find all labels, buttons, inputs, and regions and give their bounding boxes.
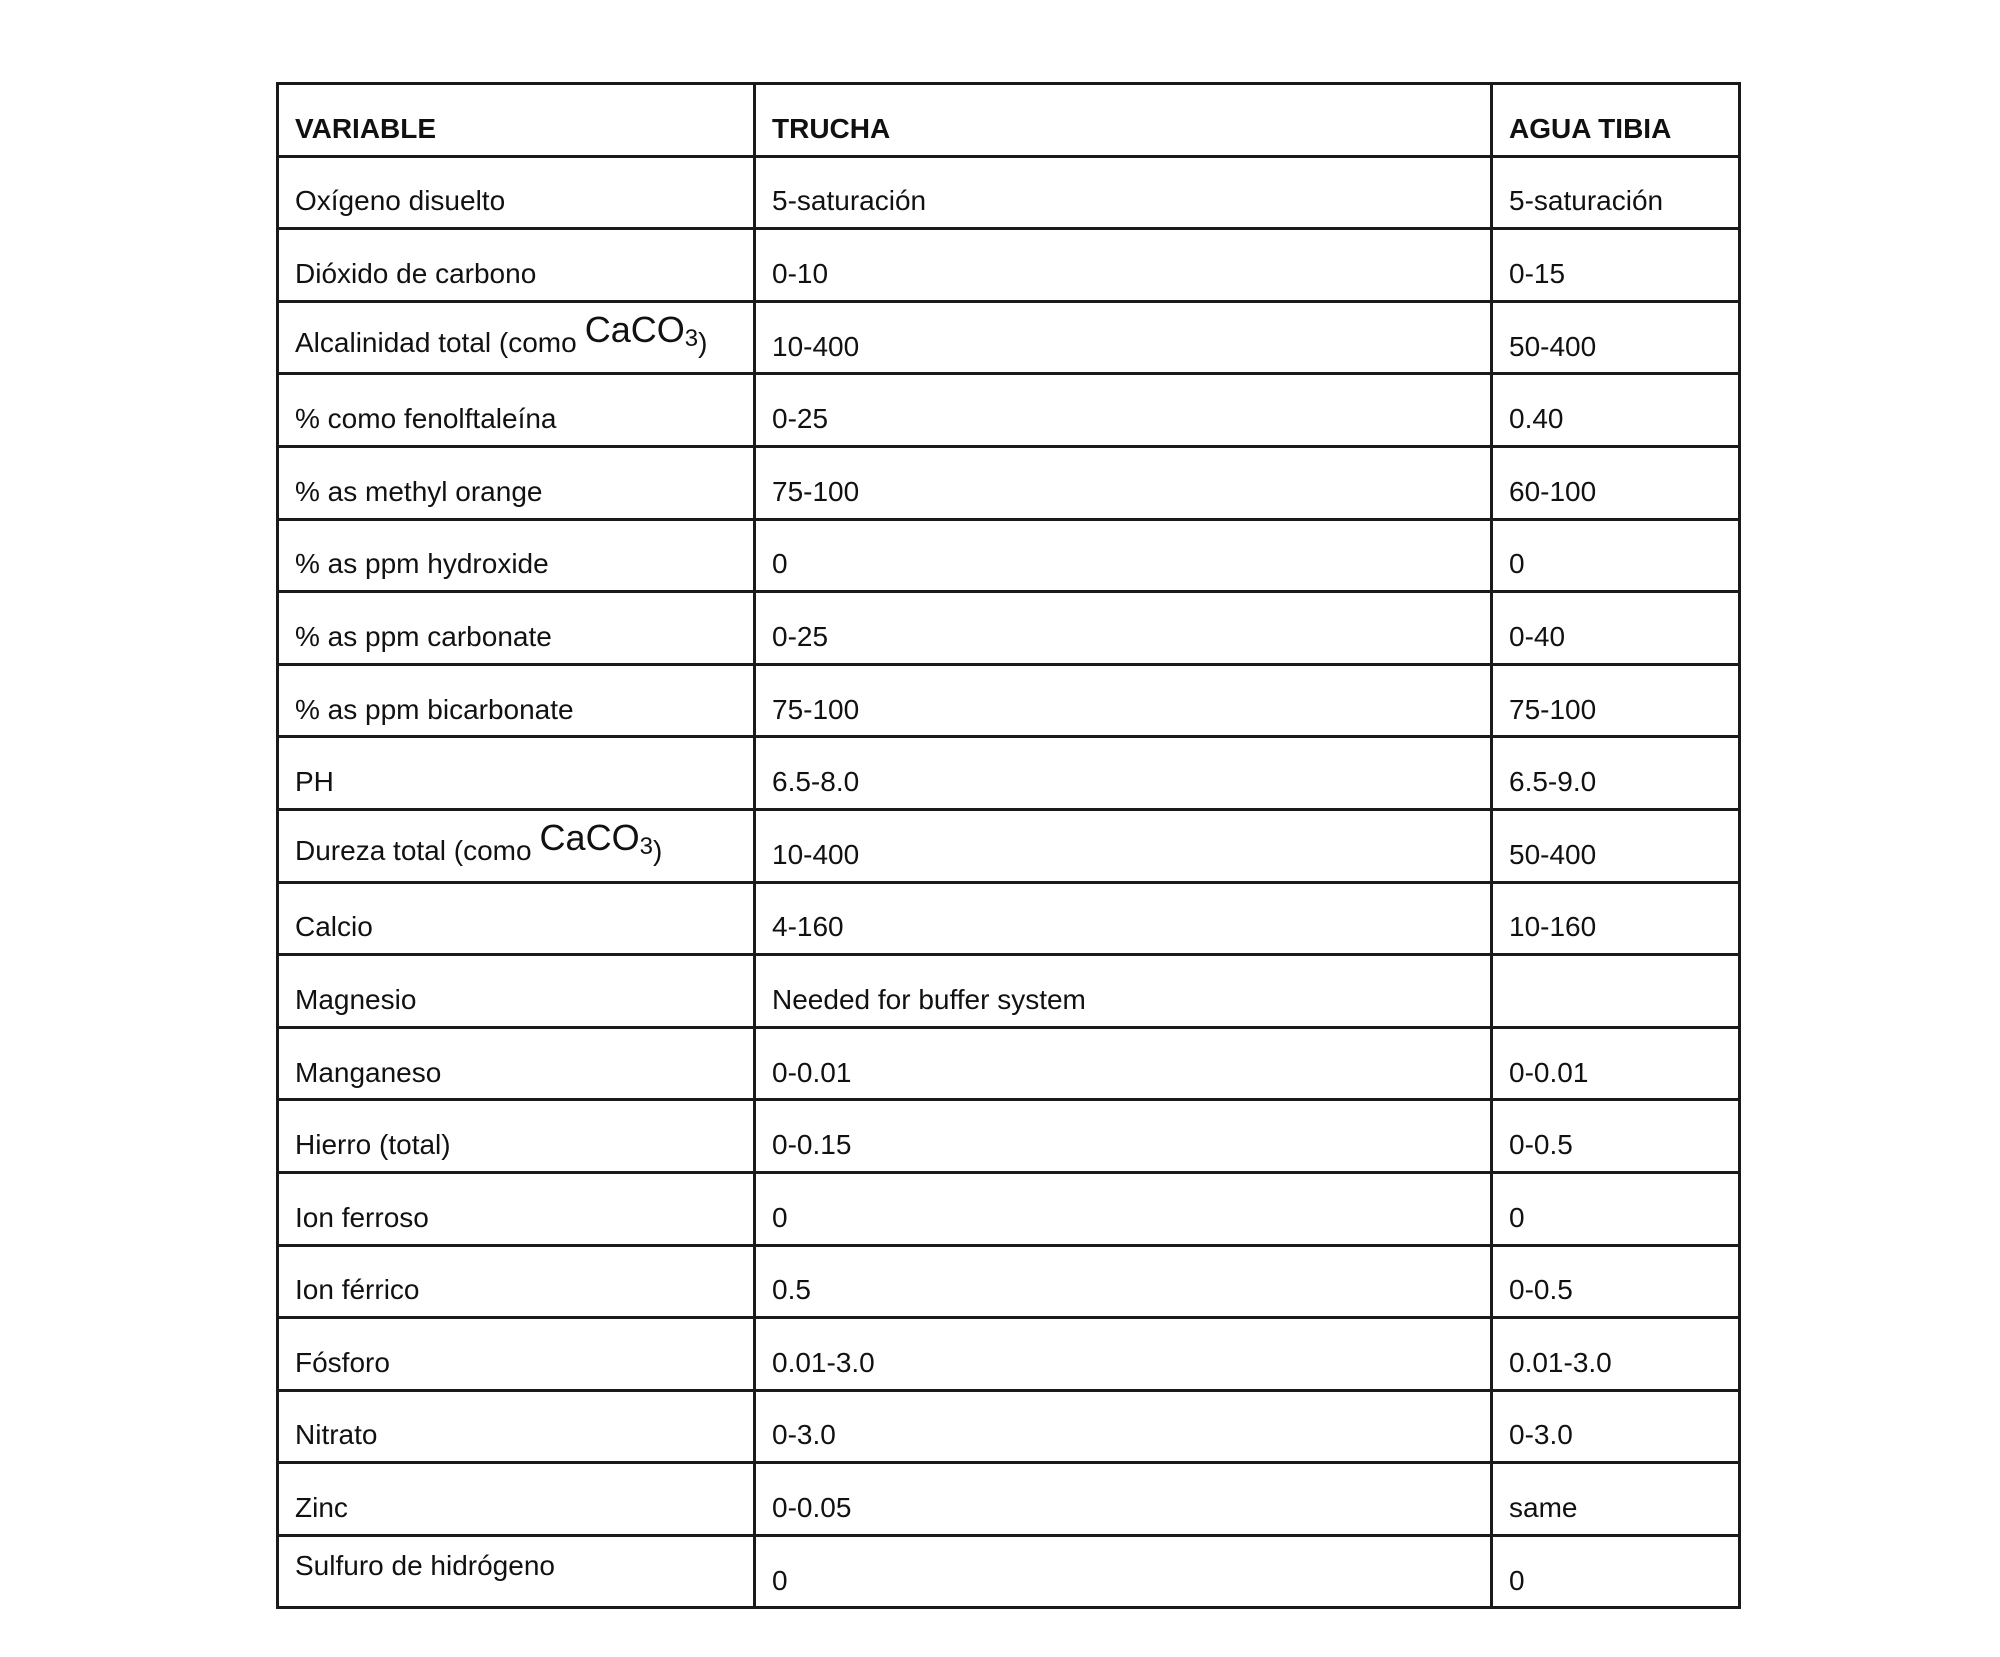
trucha-cell: Needed for buffer system	[755, 955, 1492, 1028]
trucha-cell: 0	[755, 1172, 1492, 1245]
trucha-cell: 0.5	[755, 1245, 1492, 1318]
formula-subscript: 3	[684, 324, 699, 352]
table-body	[278, 156, 1740, 1608]
table-row	[278, 1463, 1740, 1536]
table-row	[278, 664, 1740, 737]
trucha-cell: 0-0.05	[755, 1463, 1492, 1536]
variable-label: Dureza total (como	[295, 835, 532, 867]
variable-label: % como fenolftaleína	[295, 403, 557, 435]
table-row	[278, 1245, 1740, 1318]
variable-label: Manganeso	[295, 1056, 442, 1088]
variable-label: Zinc	[295, 1492, 348, 1524]
close-paren: )	[698, 326, 708, 358]
variable-cell	[278, 229, 755, 302]
agua-tibia-cell: 0.01-3.0	[1492, 1318, 1740, 1391]
table-row	[278, 156, 1740, 229]
trucha-cell: 4-160	[755, 882, 1492, 955]
variable-label: Ion férrico	[295, 1274, 420, 1306]
variable-cell	[278, 1318, 755, 1391]
trucha-cell: 0-10	[755, 229, 1492, 302]
variable-cell	[278, 1100, 755, 1173]
trucha-cell: 5-saturación	[755, 156, 1492, 229]
agua-tibia-cell: 0-40	[1492, 592, 1740, 665]
agua-tibia-cell: 0-15	[1492, 229, 1740, 302]
formula-base: CaCO	[584, 308, 685, 350]
variable-cell	[278, 664, 755, 737]
table-row	[278, 1390, 1740, 1463]
agua-tibia-cell: 0	[1492, 1535, 1740, 1608]
variable-cell	[278, 156, 755, 229]
table-row	[278, 1535, 1740, 1608]
agua-tibia-cell	[1492, 955, 1740, 1028]
variable-cell	[278, 1245, 755, 1318]
variable-cell	[278, 519, 755, 592]
table-row	[278, 519, 1740, 592]
trucha-cell: 0	[755, 519, 1492, 592]
header-variable: VARIABLE	[278, 84, 755, 157]
chemical-formula	[585, 309, 698, 350]
trucha-cell: 75-100	[755, 664, 1492, 737]
agua-tibia-cell: 0-0.5	[1492, 1100, 1740, 1173]
agua-tibia-cell: 0-0.01	[1492, 1027, 1740, 1100]
header-row	[278, 84, 1740, 157]
variable-label: % as ppm carbonate	[295, 620, 552, 652]
table-row	[278, 374, 1740, 447]
variable-cell	[278, 1463, 755, 1536]
trucha-cell: 10-400	[755, 301, 1492, 374]
table-row	[278, 955, 1740, 1028]
table-row	[278, 1318, 1740, 1391]
trucha-cell: 6.5-8.0	[755, 737, 1492, 810]
variable-cell	[278, 592, 755, 665]
variable-label: Oxígeno disuelto	[295, 185, 506, 217]
trucha-cell: 0-0.15	[755, 1100, 1492, 1173]
header-agua-tibia: AGUA TIBIA	[1492, 84, 1740, 157]
variable-label: % as ppm bicarbonate	[295, 693, 574, 725]
variable-label: % as methyl orange	[295, 475, 543, 507]
variable-label: Fósforo	[295, 1346, 390, 1378]
close-paren: )	[652, 835, 663, 867]
variable-cell	[278, 737, 755, 810]
variable-label: Sulfuro de hidrógeno	[295, 1549, 555, 1581]
table-row	[278, 592, 1740, 665]
variable-cell	[278, 374, 755, 447]
agua-tibia-cell: 6.5-9.0	[1492, 737, 1740, 810]
agua-tibia-cell: 0	[1492, 519, 1740, 592]
variable-label: Ion ferroso	[295, 1201, 429, 1233]
variable-cell	[278, 1027, 755, 1100]
trucha-cell: 0.01-3.0	[755, 1318, 1492, 1391]
variable-label: Dióxido de carbono	[295, 257, 537, 289]
table-row	[278, 229, 1740, 302]
agua-tibia-cell: 75-100	[1492, 664, 1740, 737]
variable-label: Magnesio	[295, 983, 417, 1015]
table-row	[278, 882, 1740, 955]
variable-label: Nitrato	[295, 1419, 378, 1451]
variable-cell	[278, 882, 755, 955]
variable-cell	[278, 446, 755, 519]
variable-cell	[278, 1535, 755, 1608]
trucha-cell: 0-0.01	[755, 1027, 1492, 1100]
agua-tibia-cell: 60-100	[1492, 446, 1740, 519]
variable-cell	[278, 1172, 755, 1245]
variable-cell	[278, 1390, 755, 1463]
trucha-cell: 0-25	[755, 592, 1492, 665]
formula-subscript: 3	[639, 833, 653, 861]
table-row	[278, 809, 1740, 882]
table-row	[278, 737, 1740, 810]
trucha-cell: 0-25	[755, 374, 1492, 447]
agua-tibia-cell: 0-0.5	[1492, 1245, 1740, 1318]
formula-base: CaCO	[539, 817, 640, 859]
table-row	[278, 1027, 1740, 1100]
chemical-formula	[539, 817, 653, 861]
agua-tibia-cell: 0-3.0	[1492, 1390, 1740, 1463]
variable-label: Alcalinidad total (como	[295, 326, 577, 358]
agua-tibia-cell: 50-400	[1492, 301, 1740, 374]
agua-tibia-cell: same	[1492, 1463, 1740, 1536]
variable-label: Calcio	[295, 911, 373, 943]
variable-cell	[278, 301, 755, 374]
header-trucha: TRUCHA	[755, 84, 1492, 157]
agua-tibia-cell: 0.40	[1492, 374, 1740, 447]
table-row	[278, 301, 1740, 374]
variable-label: PH	[295, 766, 334, 798]
agua-tibia-cell: 5-saturación	[1492, 156, 1740, 229]
variable-cell	[278, 955, 755, 1028]
table-row	[278, 1172, 1740, 1245]
trucha-cell: 0-3.0	[755, 1390, 1492, 1463]
table-row	[278, 1100, 1740, 1173]
agua-tibia-cell: 50-400	[1492, 809, 1740, 882]
variable-cell	[278, 809, 755, 882]
variable-label: % as ppm hydroxide	[295, 548, 549, 580]
water-quality-table	[276, 82, 1741, 1609]
table-row	[278, 446, 1740, 519]
variable-label: Hierro (total)	[295, 1129, 451, 1161]
trucha-cell: 75-100	[755, 446, 1492, 519]
trucha-cell: 10-400	[755, 809, 1492, 882]
agua-tibia-cell: 0	[1492, 1172, 1740, 1245]
agua-tibia-cell: 10-160	[1492, 882, 1740, 955]
trucha-cell: 0	[755, 1535, 1492, 1608]
